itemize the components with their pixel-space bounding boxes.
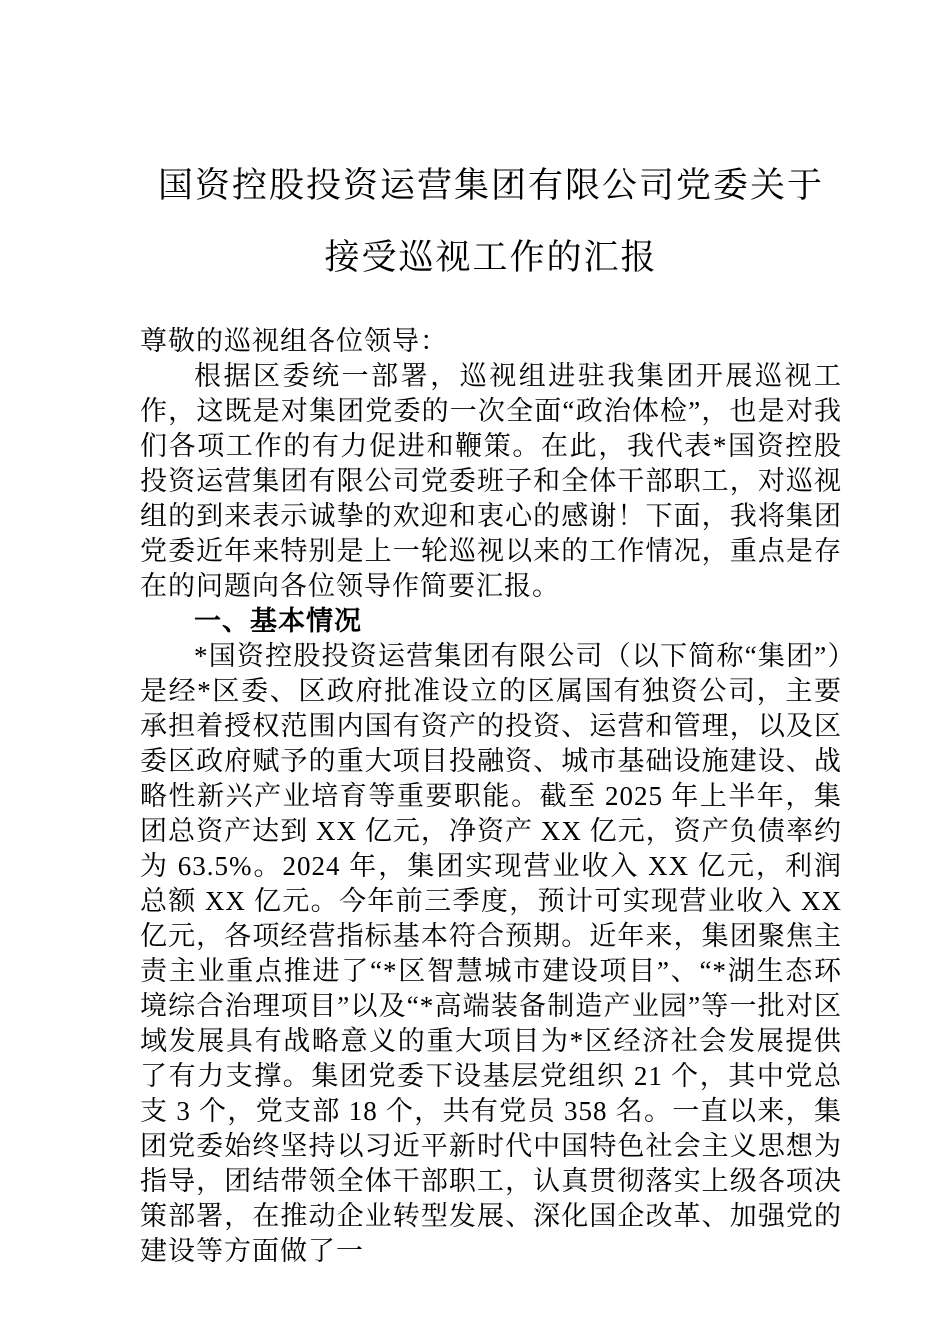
document-title-line-2: 接受巡视工作的汇报 [324,238,658,277]
paragraph-basic-situation: *国资控股投资运营集团有限公司（以下简称“集团”）是经*区委、区政府批准设立的区属国有独资公司，主要承担着授权范围内国有资产的投资、运营和管理，以及区委区政府赋予的重大项目投融资、城市基础设施建设、战略性新兴产业培育等重要职能。截至 2025 年上半年，集团总资产达到 XX 亿元，净资产 XX 亿元，资产负债率约为 63.5%。2024 年，集团实现营业收入 XX 亿元，利润总额 XX 亿元。今年前三季度，预计可实现营业收入 XX 亿元，各项经营指标基本符合预期。近年来，集团聚焦主责主业重点推进了“*区智慧城市建设项目”、“*湖生态环境综合治理项目”以及“*高端装备制造产业园”等一批对区域发展具有战略意义的重大项目为*区经济社会发展提供了有力支撑。集团党委下设基层党组织 21 个，其中党总支 3 个，党支部 18 个，共有党员 358 名。一直以来，集团党委始终坚持以习近平新时代中国特色社会主义思想为指导，团结带领全体干部职工，认真贯彻落实上级各项决策部署，在推动企业转型发展、深化国企改革、加强党的建设等方面做了一 [140,641,842,1266]
paragraph-introduction: 根据区委统一部署，巡视组进驻我集团开展巡视工作，这既是对集团党委的一次全面“政治体检”，也是对我们各项工作的有力促进和鞭策。在此，我代表*国资控股投资运营集团有限公司党委班子和全体干部职工，对巡视组的到来表示诚挚的欢迎和衷心的感谢！下面，我将集团党委近年来特别是上一轮巡视以来的工作情况，重点是存在的问题向各位领导作简要汇报。 [140,361,842,601]
salutation: 尊敬的巡视组各位领导： [140,326,448,356]
section-heading-basic-situation: 一、基本情况 [194,606,362,636]
document-content [140,150,842,1269]
document-title [140,150,842,294]
document-title-line-1: 国资控股投资运营集团有限公司党委关于 [157,166,824,205]
document-body [140,324,842,1269]
